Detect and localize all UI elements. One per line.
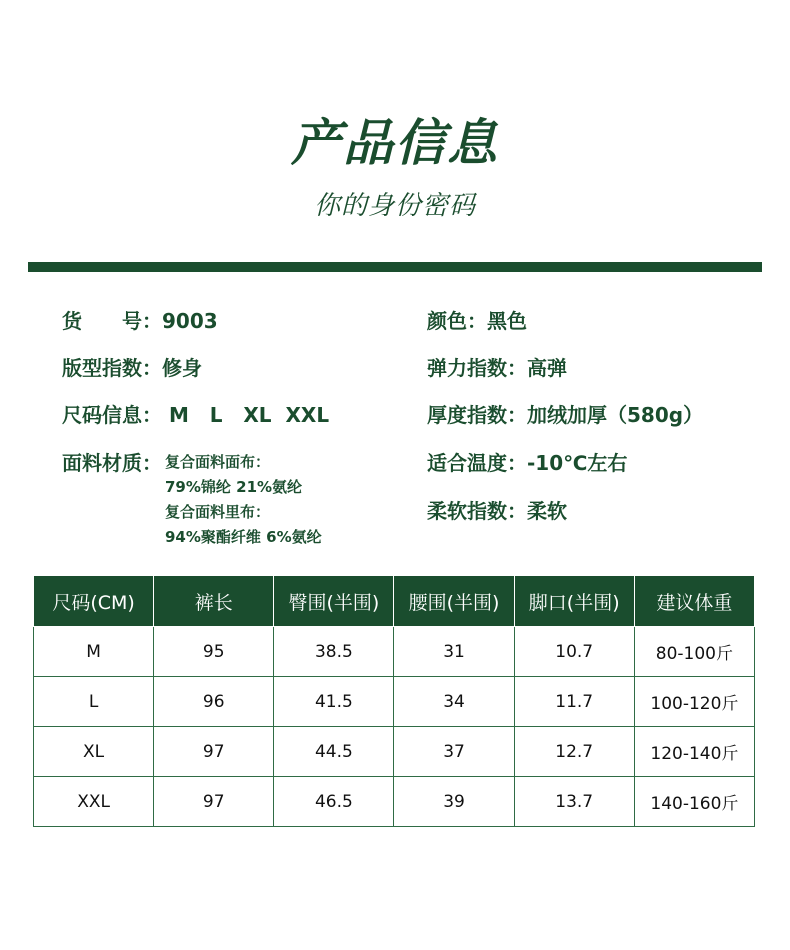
page-title: 产品信息 [291, 114, 499, 172]
table-cell: 80-100斤 [634, 627, 754, 677]
table-cell: 46.5 [274, 777, 394, 827]
table-row [34, 727, 755, 777]
table-cell: 10.7 [514, 627, 634, 677]
fabric-line: 79%锦纶 21%氨纶 [165, 478, 303, 496]
info-value: 黑色 [487, 309, 527, 333]
info-label: 版型指数： [62, 356, 162, 380]
column-header-weight: 建议体重 [634, 576, 754, 627]
table-row [34, 777, 755, 827]
fabric-label: 面料材质： [62, 451, 162, 475]
table-row [34, 677, 755, 727]
table-cell: XL [34, 727, 154, 777]
info-value: -10℃左右 [527, 451, 628, 475]
page-subtitle: 你的身份密码 [313, 191, 476, 221]
fabric-details [165, 450, 322, 550]
table-cell: 37 [394, 727, 514, 777]
column-header-length: 裤长 [154, 576, 274, 627]
table-cell: 97 [154, 727, 274, 777]
info-item-color [427, 305, 527, 334]
table-cell: 44.5 [274, 727, 394, 777]
column-header-hem: 脚口(半围) [514, 576, 634, 627]
column-header-waist: 腰围(半围) [394, 576, 514, 627]
table-cell: 140-160斤 [634, 777, 754, 827]
table-cell: L [34, 677, 154, 727]
info-label: 尺码信息： [62, 403, 162, 427]
table-cell: 38.5 [274, 627, 394, 677]
info-label: 适合温度： [427, 451, 527, 475]
info-value: M L XL XXL [162, 403, 330, 427]
info-item-sizes [62, 399, 329, 428]
table-cell: 13.7 [514, 777, 634, 827]
table-cell: 100-120斤 [634, 677, 754, 727]
table-cell: 96 [154, 677, 274, 727]
column-header-hip: 臀围(半围) [274, 576, 394, 627]
info-label: 柔软指数： [427, 499, 527, 523]
info-value: 柔软 [527, 499, 567, 523]
column-header-size: 尺码(CM) [34, 576, 154, 627]
table-cell: 41.5 [274, 677, 394, 727]
table-cell: 11.7 [514, 677, 634, 727]
table-cell: 12.7 [514, 727, 634, 777]
table-cell: 95 [154, 627, 274, 677]
table-cell: XXL [34, 777, 154, 827]
info-item-temperature [427, 447, 627, 476]
table-cell: 34 [394, 677, 514, 727]
info-item-elasticity [427, 352, 567, 381]
divider [28, 262, 762, 272]
info-label: 弹力指数： [427, 356, 527, 380]
table-cell: M [34, 627, 154, 677]
table-cell: 31 [394, 627, 514, 677]
info-item-thickness [427, 399, 703, 428]
fabric-line: 复合面料里布： [165, 503, 271, 521]
info-item-fit [62, 352, 202, 381]
size-table [33, 575, 755, 827]
table-cell: 97 [154, 777, 274, 827]
fabric-line: 复合面料面布： [165, 453, 271, 471]
info-value: 修身 [162, 356, 202, 380]
table-cell: 120-140斤 [634, 727, 754, 777]
info-label: 货 号： [62, 309, 162, 333]
info-value: 加绒加厚（580g） [527, 403, 704, 427]
table-cell: 39 [394, 777, 514, 827]
info-value: 9003 [162, 309, 218, 333]
info-value: 高弹 [527, 356, 567, 380]
info-item-article-number [62, 305, 218, 334]
info-item-softness [427, 495, 567, 524]
table-header-row [34, 576, 755, 627]
info-label: 颜色： [427, 309, 487, 333]
table-row [34, 627, 755, 677]
fabric-line: 94%聚酯纤维 6%氨纶 [165, 528, 322, 546]
info-label: 厚度指数： [427, 403, 527, 427]
